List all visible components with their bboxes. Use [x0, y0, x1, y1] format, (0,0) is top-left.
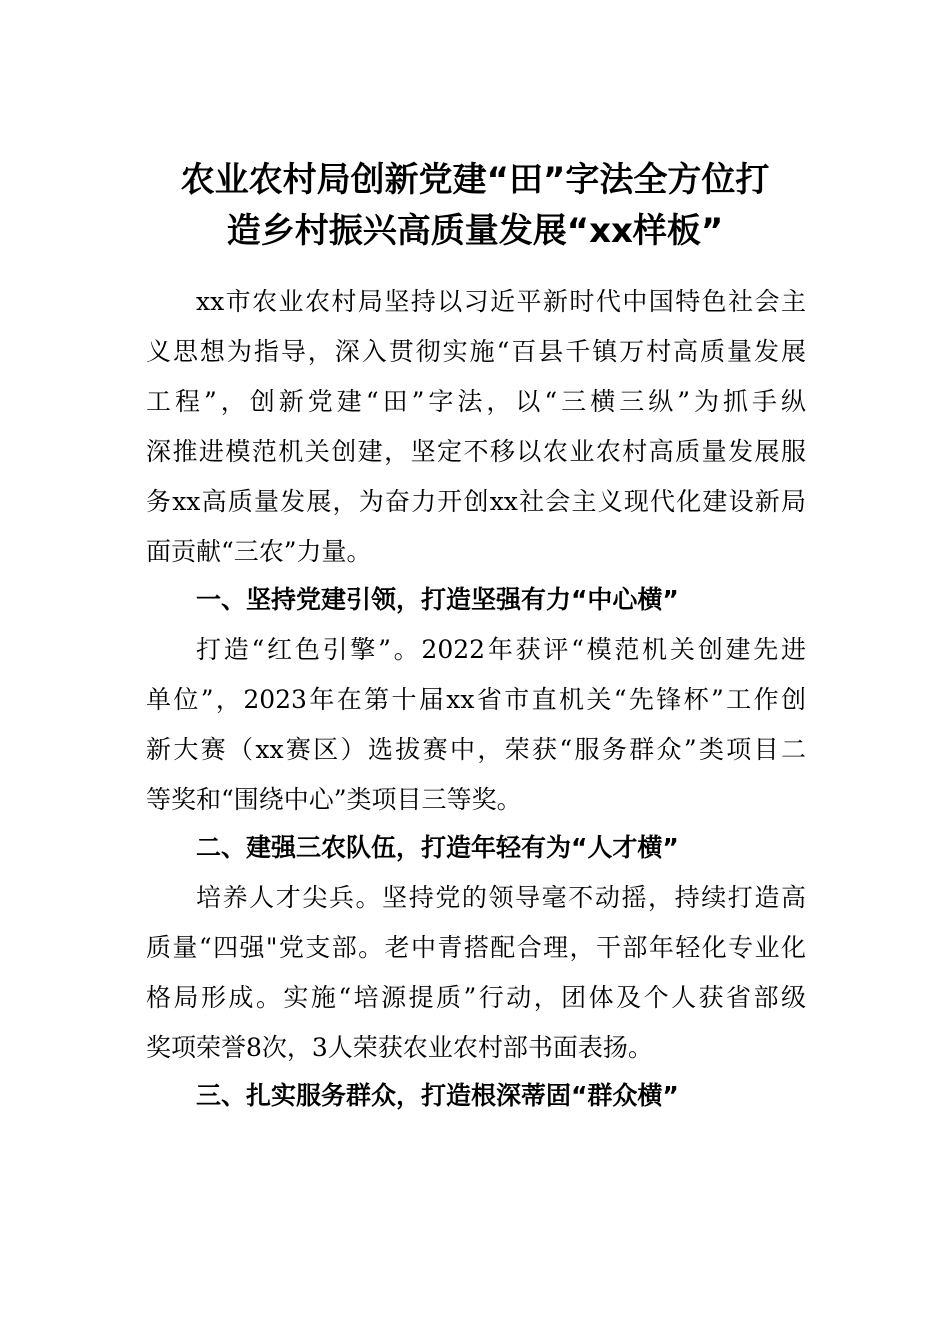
section-2-line-2: 质量“四强"党支部。老中青搭配合理，干部年轻化专业化 — [146, 933, 806, 962]
intro-line-4: 深推进模范机关创建，坚定不移以农业农村高质量发展服 — [146, 437, 806, 466]
intro-line-3: 工程”，创新党建“田”字法，以“三横三纵”为抓手纵 — [146, 387, 806, 416]
document-title-line-1: 农业农村局创新党建“田”字法全方位打 — [180, 160, 770, 200]
section-2-line-1: 培养人才尖兵。坚持党的领导毫不动摇，持续打造高 — [196, 883, 806, 912]
section-1-line-3: 新大赛（xx赛区）选拔赛中，荣获“服务群众”类项目二 — [146, 735, 806, 764]
section-1-line-4: 等奖和“围绕中心”类项目三等奖。 — [146, 785, 522, 814]
section-2-heading: 二、建强三农队伍，打造年轻有为“人才横” — [196, 833, 679, 862]
document-title-line-2: 造乡村振兴高质量发展“xx样板” — [226, 211, 724, 251]
section-1-line-2: 单位”，2023年在第十届xx省市直机关“先锋杯”工作创 — [146, 685, 806, 714]
section-2-line-4: 奖项荣誉8次，3人荣获农业农村部书面表扬。 — [146, 1033, 653, 1062]
intro-line-2: 义思想为指导，深入贯彻实施“百县千镇万村高质量发展 — [146, 337, 806, 366]
intro-line-1: xx市农业农村局坚持以习近平新时代中国特色社会主 — [196, 287, 806, 316]
intro-line-5: 务xx高质量发展，为奋力开创xx社会主义现代化建设新局 — [146, 487, 806, 516]
section-1-heading: 一、坚持党建引领，打造坚强有力“中心横” — [196, 585, 679, 614]
section-1-line-1: 打造“红色引擎”。2022年获评“模范机关创建先进 — [196, 635, 806, 664]
section-3-heading: 三、扎实服务群众，打造根深蒂固“群众横” — [196, 1081, 679, 1110]
intro-line-6: 面贡献“三农”力量。 — [146, 537, 372, 566]
section-2-line-3: 格局形成。实施“培源提质”行动，团体及个人获省部级 — [146, 983, 806, 1012]
